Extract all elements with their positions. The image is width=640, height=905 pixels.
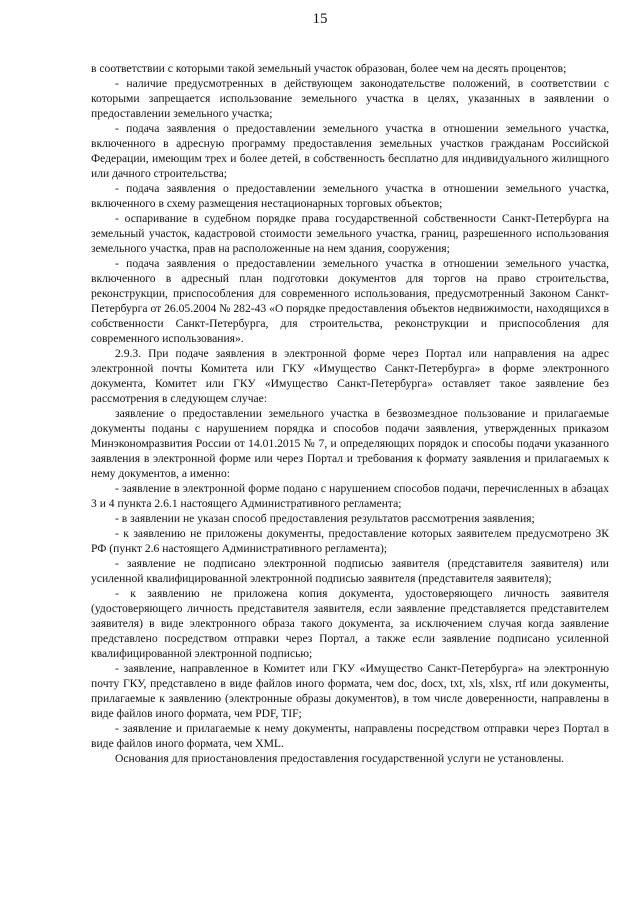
list-item: - к заявлению не приложены документы, предоставление которых заявителем предусмотрено ЗК РФ (пункт 2.6 настоящего Административного регламента); <box>91 527 609 555</box>
list-item: - оспаривание в судебном порядке права государственной собственности Санкт-Петербурга на земельный участок, кадастровой стоимости земельного участка, границ, разрешенного использования земельного участка, прав на расположенные на нем здания, сооружения; <box>91 212 609 255</box>
list-item: - подача заявления о предоставлении земельного участка в отношении земельного участка, включенного в адресную программу предоставления земельных участков гражданам Российской Федерации, имеющим трех и более детей, в собственность бесплатно для индивидуального жилищного или дачного строительства; <box>91 122 609 180</box>
paragraph: в соответствии с которыми такой земельный участок образован, более чем на десять процентов; <box>91 62 567 75</box>
list-item: - заявление в электронной форме подано с нарушением способов подачи, перечисленных в абзацах 3 и 4 пункта 2.6.1 настоящего Административного регламента; <box>91 482 609 510</box>
list-item: - к заявлению не приложена копия документа, удостоверяющего личность заявителя (удостоверяющего личность представителя заявителя, если заявление представляется представителем заявителя) в виде электронного образа такого документа, за исключением случая когда заявление представлено посредством отправки через Портал, а также если заявление подписано усиленной квалифицированной электронной подписью; <box>91 587 609 660</box>
document-body <box>91 61 609 766</box>
list-item: - заявление, направленное в Комитет или ГКУ «Имущество Санкт-Петербурга» на электронную почту ГКУ, представлено в виде файлов иного формата, чем doc, docx, txt, xls, xlsx, rtf или документы, прилагаемые к заявлению (электронные образы документов), в том числе доверенности, направлены в виде файлов иного формата, чем PDF, TIF; <box>91 662 609 720</box>
list-item: - в заявлении не указан способ предоставления результатов рассмотрения заявления; <box>115 512 535 525</box>
paragraph: Основания для приостановления предоставления государственной услуги не установлены. <box>115 752 565 765</box>
list-item: - заявление не подписано электронной подписью заявителя (представителя заявителя) или усиленной квалифицированной электронной подписью заявителя (представителя заявителя); <box>91 557 609 585</box>
paragraph: заявление о предоставлении земельного участка в безвозмездное пользование и прилагаемые документы поданы с нарушением порядка и способов подачи заявления, утвержденных приказом Минэкономразвития России от 14.01.2015 № 7, и определяющих порядок и способы подачи указанного заявления в электронной форме или через Портал и требования к формату заявления и прилагаемых к нему документов, а именно: <box>91 407 609 480</box>
list-item: - наличие предусмотренных в действующем законодательстве положений, в соответствии с которыми запрещается использование земельного участка в целях, указанных в заявлении о предоставлении земельного участка; <box>91 77 609 120</box>
section-paragraph: 2.9.3. При подаче заявления в электронной форме через Портал или направления на адрес электронной почты Комитета или ГКУ «Имущество Санкт-Петербурга» в форме электронного документа, Комитет или ГКУ «Имущество Санкт-Петербурга» оставляет такое заявление без рассмотрения в следующем случае: <box>91 347 609 405</box>
list-item: - подача заявления о предоставлении земельного участка в отношении земельного участка, включенного в адресный план подготовки документов для торгов на право строительства, реконструкции, приспособления для современного использования, предусмотренный Законом Санкт-Петербурга от 26.05.2004 № 282-43 «О порядке предоставления объектов недвижимости, находящихся в собственности Санкт-Петербурга, для строительства, реконструкции и приспособления для современного использования». <box>91 257 609 345</box>
list-item: - подача заявления о предоставлении земельного участка в отношении земельного участка, включенного в схему размещения нестационарных торговых объектов; <box>91 182 609 210</box>
page-number: 15 <box>312 11 328 27</box>
list-item: - заявление и прилагаемые к нему документы, направлены посредством отправки через Портал в виде файлов иного формата, чем XML. <box>91 722 609 750</box>
